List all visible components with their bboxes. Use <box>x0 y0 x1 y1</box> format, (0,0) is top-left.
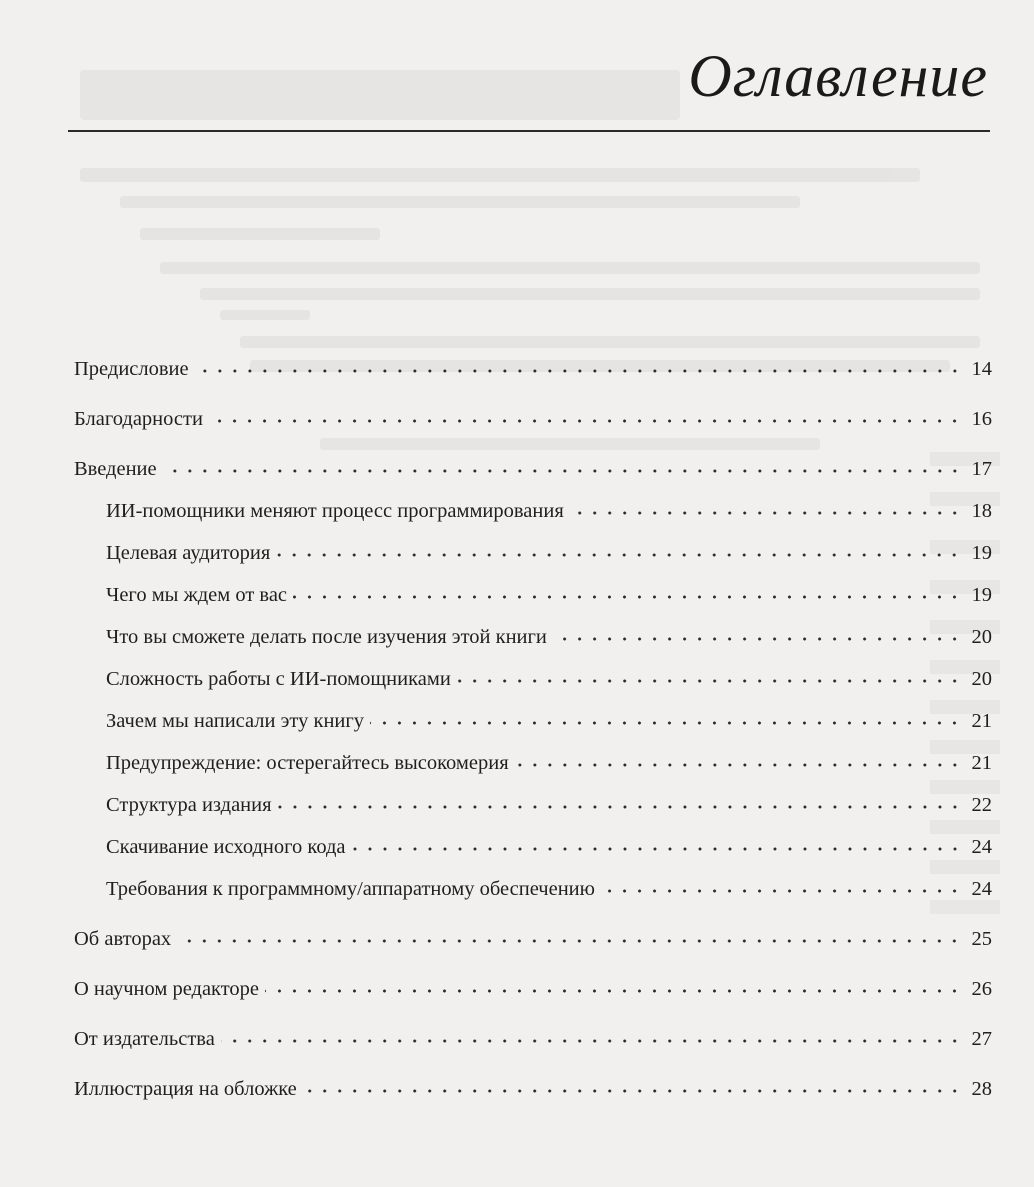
dot-leader <box>221 1039 962 1043</box>
toc-entry-label: ИИ-помощники меняют процесс программирования <box>106 500 564 522</box>
dot-leader <box>570 511 962 515</box>
toc-page-number: 21 <box>971 752 992 774</box>
dot-leader <box>163 469 962 473</box>
toc-entry-label: Требования к программному/аппаратному обеспечению <box>106 878 595 900</box>
toc-subentry[interactable] <box>74 708 992 734</box>
toc-entry-label: Целевая аудитория <box>106 542 271 564</box>
toc-entry-label: Иллюстрация на обложке <box>74 1078 297 1100</box>
toc-entry-cover-illustration[interactable] <box>74 1076 992 1102</box>
dot-leader <box>352 847 962 851</box>
toc-entry-label: О научном редакторе <box>74 978 260 1000</box>
dot-leader <box>278 805 962 809</box>
toc-page-number: 28 <box>971 1078 992 1100</box>
toc-entry-preface[interactable] <box>74 356 992 382</box>
toc-entry-label: Предисловие <box>74 358 189 380</box>
dot-leader <box>209 419 962 423</box>
table-of-contents <box>74 356 992 1126</box>
toc-subentry[interactable] <box>74 582 992 608</box>
dot-leader <box>457 679 962 683</box>
toc-page-number: 18 <box>971 500 992 522</box>
toc-page-number: 26 <box>971 978 992 1000</box>
toc-page-number: 25 <box>971 928 992 950</box>
toc-entry-label: Что вы сможете делать после изучения этой книги <box>106 626 547 648</box>
dot-leader <box>293 595 962 599</box>
toc-subentry[interactable] <box>74 666 992 692</box>
toc-page-number: 19 <box>971 542 992 564</box>
dot-leader <box>370 721 962 725</box>
toc-entry-label: Благодарности <box>74 408 203 430</box>
toc-entry-label: Введение <box>74 458 157 480</box>
toc-page-number: 24 <box>971 836 992 858</box>
toc-entry-label: Структура издания <box>106 794 272 816</box>
toc-entry-acknowledgements[interactable] <box>74 406 992 432</box>
toc-page-number: 17 <box>971 458 992 480</box>
toc-entry-label: Сложность работы с ИИ-помощниками <box>106 668 451 690</box>
toc-subentry[interactable] <box>74 624 992 650</box>
toc-page-number: 22 <box>971 794 992 816</box>
toc-entry-label: Чего мы ждем от вас <box>106 584 288 606</box>
toc-entry-label: Об авторах <box>74 928 172 950</box>
dot-leader <box>265 989 962 993</box>
dot-leader <box>177 939 962 943</box>
toc-subentry[interactable] <box>74 498 992 524</box>
toc-page-number: 20 <box>971 668 992 690</box>
toc-entry-label: Зачем мы написали эту книгу <box>106 710 365 732</box>
dot-leader <box>601 889 962 893</box>
dot-leader <box>515 763 962 767</box>
toc-entry-label: Скачивание исходного кода <box>106 836 346 858</box>
toc-entry-about-editor[interactable] <box>74 976 992 1002</box>
toc-subentry[interactable] <box>74 750 992 776</box>
toc-subentry[interactable] <box>74 540 992 566</box>
dot-leader <box>553 637 962 641</box>
toc-page-number: 14 <box>971 358 992 380</box>
title-underline <box>68 130 990 132</box>
toc-subentry[interactable] <box>74 834 992 860</box>
toc-page-number: 16 <box>971 408 992 430</box>
toc-entry-from-publisher[interactable] <box>74 1026 992 1052</box>
dot-leader <box>303 1089 962 1093</box>
page-title: Оглавление <box>688 43 988 109</box>
toc-page-number: 21 <box>971 710 992 732</box>
toc-subentry[interactable] <box>74 876 992 902</box>
toc-subentry[interactable] <box>74 792 992 818</box>
dot-leader <box>195 369 962 373</box>
toc-page-number: 24 <box>971 878 992 900</box>
toc-entry-introduction[interactable] <box>74 456 992 482</box>
toc-entry-label: От издательства <box>74 1028 215 1050</box>
toc-page-number: 27 <box>971 1028 992 1050</box>
toc-page-number: 19 <box>971 584 992 606</box>
toc-entry-label: Предупреждение: остерегайтесь высокомерия <box>106 752 509 774</box>
dot-leader <box>276 553 962 557</box>
toc-page-number: 20 <box>971 626 992 648</box>
toc-entry-about-authors[interactable] <box>74 926 992 952</box>
